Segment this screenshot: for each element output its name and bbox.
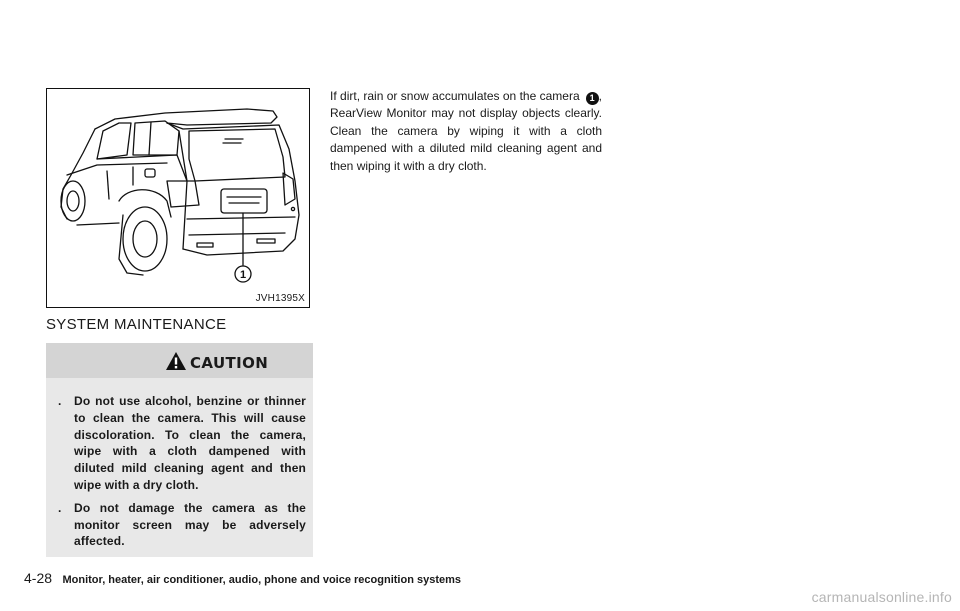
section-title: SYSTEM MAINTENANCE bbox=[46, 316, 227, 333]
list-item bbox=[56, 500, 306, 550]
bullet-marker: . bbox=[58, 394, 62, 408]
body-text-before: If dirt, rain or snow accumulates on the camera bbox=[330, 89, 580, 103]
page-number: 4-28 bbox=[24, 570, 53, 586]
list-item-text: Do not damage the camera as the monitor screen may be adversely affected. bbox=[74, 500, 306, 549]
callout-number: 1 bbox=[239, 269, 247, 281]
list-item-text: Do not use alcohol, benzine or thinner to clean the camera. This will cause discoloration. To clean the camera, wipe with a cloth dampened with diluted mild cleaning agent and then wipe with a dry cloth. bbox=[74, 394, 306, 492]
caution-box bbox=[46, 343, 313, 557]
body-paragraph bbox=[330, 88, 602, 175]
caution-header bbox=[46, 343, 313, 378]
caution-title: CAUTION bbox=[190, 354, 269, 372]
bullet-marker: . bbox=[58, 500, 62, 515]
callout-badge: 1 bbox=[586, 92, 599, 105]
vehicle-illustration bbox=[46, 88, 310, 308]
suv-rear-drawing bbox=[47, 89, 310, 308]
watermark: carmanualsonline.info bbox=[811, 589, 952, 605]
chapter-title: Monitor, heater, air conditioner, audio, phone and voice recognition systems bbox=[62, 574, 462, 586]
figure-code: JVH1395X bbox=[255, 293, 305, 304]
body-text-after: , RearView Monitor may not display objects clearly. Clean the camera by wiping it with a cloth dampened with a diluted mild cleaning agent and then wiping it with a dry cloth. bbox=[330, 89, 602, 173]
warning-triangle-icon bbox=[165, 351, 187, 371]
list-item bbox=[56, 393, 306, 494]
caution-list bbox=[56, 393, 306, 556]
page-footer bbox=[24, 570, 461, 588]
